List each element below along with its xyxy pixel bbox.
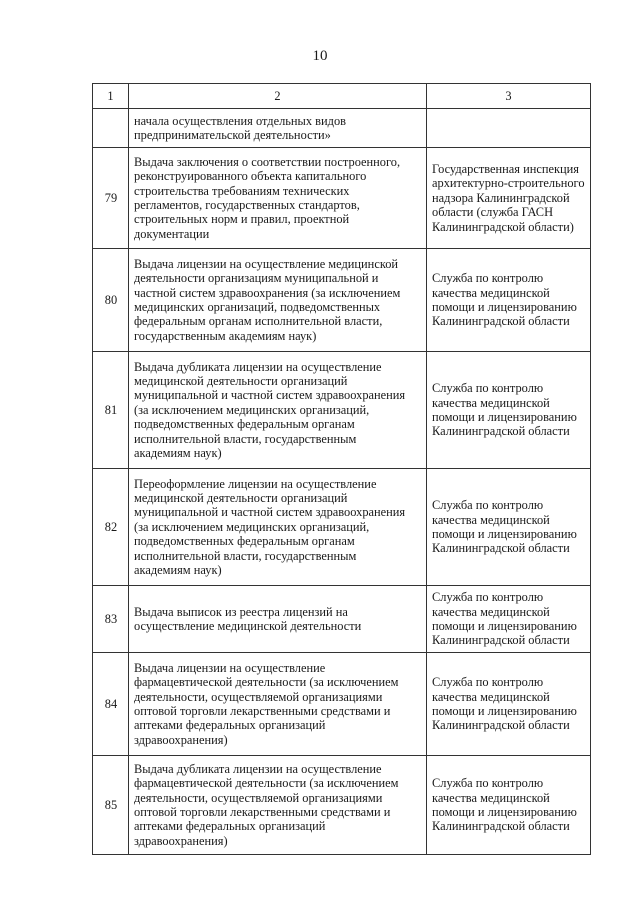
- authority-line: качества медицинской: [432, 285, 550, 300]
- service-description: [129, 756, 427, 855]
- service-line: Выдача заключения о соответствии построенного,: [134, 154, 401, 169]
- service-line: фармацевтической деятельности (за исключением: [134, 776, 399, 791]
- header-col-number: 1: [93, 84, 129, 109]
- service-description: [129, 469, 427, 586]
- service-line: деятельности организациям муниципальной и: [134, 271, 379, 286]
- authority-line: Калининградской области: [432, 819, 570, 834]
- service-line: Переоформление лицензии на осуществление: [134, 476, 377, 491]
- table-row-84: [93, 653, 591, 756]
- authority-line: Служба по контролю: [432, 590, 544, 605]
- authority-line: Калининградской области: [432, 314, 570, 329]
- service-line: академиям наук): [134, 563, 222, 578]
- row-number: 83: [93, 586, 129, 653]
- authority-line: надзора Калининградской: [432, 190, 570, 205]
- table-row-81: [93, 352, 591, 469]
- table-row-continuation: [93, 109, 591, 148]
- service-line: здравоохранения): [134, 833, 228, 848]
- table-row-82: [93, 469, 591, 586]
- service-line: медицинской деятельности организаций: [134, 373, 348, 388]
- service-line: строительных норм и правил, проектной: [134, 212, 350, 227]
- service-line: Выдача дубликата лицензии на осуществление: [134, 359, 382, 374]
- service-line: аптеками федеральных организаций: [134, 819, 326, 834]
- service-line: Выдача лицензии на осуществление медицинской: [134, 256, 399, 271]
- service-line: осуществление медицинской деятельности: [134, 619, 362, 633]
- service-line: реконструированного объекта капитального: [134, 169, 367, 184]
- row-number: [93, 109, 129, 148]
- service-line: муниципальной и частной систем здравоохранения: [134, 388, 406, 403]
- row-number: 81: [93, 352, 129, 469]
- authority-line: помощи и лицензированию: [432, 527, 577, 541]
- authority-line: области (служба ГАСН: [432, 205, 554, 220]
- row-number: 85: [93, 756, 129, 855]
- service-line: здравоохранения): [134, 732, 228, 747]
- authority-cell: [427, 352, 591, 469]
- authority-line: архитектурно-строительного: [432, 176, 585, 191]
- authority-line: помощи и лицензированию: [432, 704, 577, 718]
- service-line: подведомственных федеральным органам: [134, 417, 355, 432]
- service-line: федеральным органам исполнительной власти,: [134, 314, 383, 329]
- authority-cell: [427, 756, 591, 855]
- table-row-85: [93, 756, 591, 855]
- authority-line: помощи и лицензированию: [432, 619, 577, 633]
- authority-line: качества медицинской: [432, 790, 550, 805]
- service-description: [129, 586, 427, 653]
- table-header-row: [93, 84, 591, 109]
- authority-cell: [427, 249, 591, 352]
- authority-line: качества медицинской: [432, 395, 550, 410]
- authority-line: помощи и лицензированию: [432, 300, 577, 314]
- authority-line: качества медицинской: [432, 689, 550, 704]
- authority-line: качества медицинской: [432, 604, 550, 619]
- authority-line: Служба по контролю: [432, 498, 544, 513]
- service-line: деятельности, осуществляемой организациями: [134, 689, 383, 704]
- service-line: Выдача выписок из реестра лицензий на: [134, 604, 348, 619]
- service-line: регламентов, государственных стандартов,: [134, 198, 360, 212]
- service-line: Выдача лицензии на осуществление: [134, 660, 326, 675]
- table-row-79: [93, 148, 591, 249]
- service-line: (за исключением медицинских организаций,: [134, 519, 370, 534]
- service-description: [129, 109, 427, 148]
- table-row-83: [93, 586, 591, 653]
- service-line: академиям наук): [134, 446, 222, 461]
- service-line: Выдача дубликата лицензии на осуществление: [134, 761, 382, 776]
- authority-line: Калининградской области: [432, 541, 570, 556]
- services-table: [92, 83, 591, 855]
- authority-line: Государственная инспекция: [432, 161, 579, 176]
- service-description: [129, 249, 427, 352]
- service-line: исполнительной власти, государственным: [134, 548, 357, 563]
- service-line: подведомственных федеральным органам: [134, 534, 355, 549]
- service-line: начала осуществления отдельных видов: [134, 113, 346, 128]
- authority-line: помощи и лицензированию: [432, 805, 577, 819]
- service-description: [129, 148, 427, 249]
- authority-line: Калининградской области: [432, 424, 570, 439]
- service-line: частной систем здравоохранения (за исключением: [134, 285, 401, 300]
- service-line: медицинской деятельности организаций: [134, 490, 348, 505]
- service-description: [129, 352, 427, 469]
- authority-line: Служба по контролю: [432, 381, 544, 396]
- service-line: предпринимательской деятельности»: [134, 128, 331, 142]
- page-number: 10: [312, 48, 328, 64]
- service-line: медицинских организаций, подведомственных: [134, 300, 381, 314]
- authority-line: Калининградской области: [432, 633, 570, 648]
- service-line: исполнительной власти, государственным: [134, 431, 357, 446]
- service-line: оптовой торговли лекарственными средствами и: [134, 805, 391, 819]
- service-line: государственным академиям наук): [134, 328, 317, 343]
- table-row-80: [93, 249, 591, 352]
- row-number: 84: [93, 653, 129, 756]
- row-number: 80: [93, 249, 129, 352]
- authority-cell: [427, 469, 591, 586]
- authority-cell: [427, 109, 591, 148]
- row-number: 79: [93, 148, 129, 249]
- row-number: 82: [93, 469, 129, 586]
- authority-line: качества медицинской: [432, 512, 550, 527]
- service-line: фармацевтической деятельности (за исключением: [134, 675, 399, 690]
- authority-line: помощи и лицензированию: [432, 410, 577, 424]
- service-line: (за исключением медицинских организаций,: [134, 402, 370, 417]
- service-line: аптеками федеральных организаций: [134, 718, 326, 733]
- authority-line: Калининградской области: [432, 718, 570, 733]
- authority-cell: [427, 586, 591, 653]
- service-description: [129, 653, 427, 756]
- authority-cell: [427, 653, 591, 756]
- service-line: строительства требованиям технических: [134, 183, 350, 198]
- service-line: муниципальной и частной систем здравоохранения: [134, 505, 406, 520]
- authority-line: Служба по контролю: [432, 675, 544, 690]
- header-col-authority: 3: [427, 84, 591, 109]
- service-line: оптовой торговли лекарственными средствами и: [134, 704, 391, 718]
- service-line: деятельности, осуществляемой организациями: [134, 790, 383, 805]
- authority-line: Калининградской области): [432, 219, 574, 234]
- authority-line: Служба по контролю: [432, 271, 544, 286]
- header-col-service: 2: [129, 84, 427, 109]
- authority-cell: [427, 148, 591, 249]
- authority-line: Служба по контролю: [432, 776, 544, 791]
- service-line: документации: [134, 226, 210, 241]
